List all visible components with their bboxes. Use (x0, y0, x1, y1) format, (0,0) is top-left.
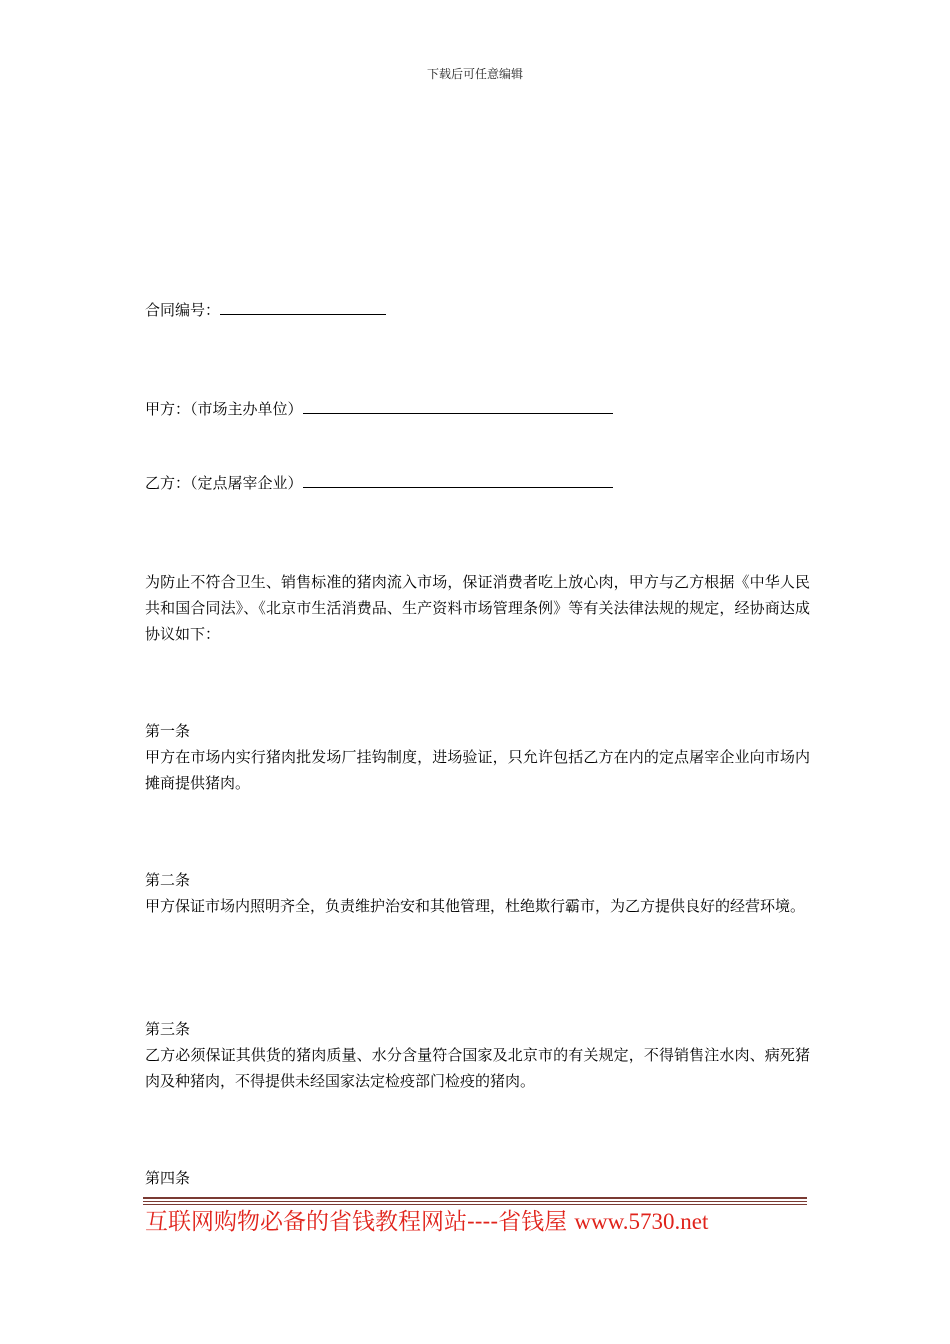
preamble-paragraph (145, 569, 810, 647)
party-b-blank (303, 469, 613, 488)
party-b-label: 乙方：（定点屠宰企业） (145, 474, 303, 492)
contract-number-line (145, 296, 386, 323)
party-b-line (145, 469, 613, 496)
article-title: 第三条 (145, 1020, 191, 1038)
article-1 (145, 718, 810, 796)
party-a-label: 甲方：（市场主办单位） (145, 400, 303, 418)
party-a-line (145, 395, 613, 422)
footer-divider (143, 1201, 807, 1202)
page-header-note: 下载后可任意编辑 (426, 67, 523, 81)
article-body: 乙方必须保证其供货的猪肉质量、水分含量符合国家及北京市的有关规定，不得销售注水肉、病死猪肉及种猪肉，不得提供未经国家法定检疫部门检疫的猪肉。 (145, 1046, 810, 1090)
footer-divider (143, 1197, 807, 1199)
article-3 (145, 1016, 810, 1094)
party-a-blank (303, 395, 613, 414)
contract-number-blank (220, 296, 386, 315)
footer-promo-text: 互联网购物必备的省钱教程网站----省钱屋 (145, 1209, 568, 1235)
article-title: 第一条 (145, 722, 191, 740)
footer-promo-link[interactable] (145, 1205, 708, 1239)
article-4 (145, 1165, 810, 1191)
article-title: 第四条 (145, 1169, 191, 1187)
footer-domain: www.5730.net (574, 1209, 709, 1234)
article-body: 甲方保证市场内照明齐全，负责维护治安和其他管理，杜绝欺行霸市，为乙方提供良好的经营环境。 (145, 897, 806, 915)
article-body: 甲方在市场内实行猪肉批发场厂挂钩制度，进场验证，只允许包括乙方在内的定点屠宰企业向市场内摊商提供猪肉。 (145, 748, 810, 792)
preamble-text: 为防止不符合卫生、销售标准的猪肉流入市场，保证消费者吃上放心肉，甲方与乙方根据《中华人民共和国合同法》、《北京市生活消费品、生产资料市场管理条例》等有关法律法规的规定，经协商达成协议如下： (145, 573, 810, 643)
article-2 (145, 867, 810, 919)
article-title: 第二条 (145, 871, 191, 889)
contract-number-label: 合同编号： (145, 301, 221, 319)
